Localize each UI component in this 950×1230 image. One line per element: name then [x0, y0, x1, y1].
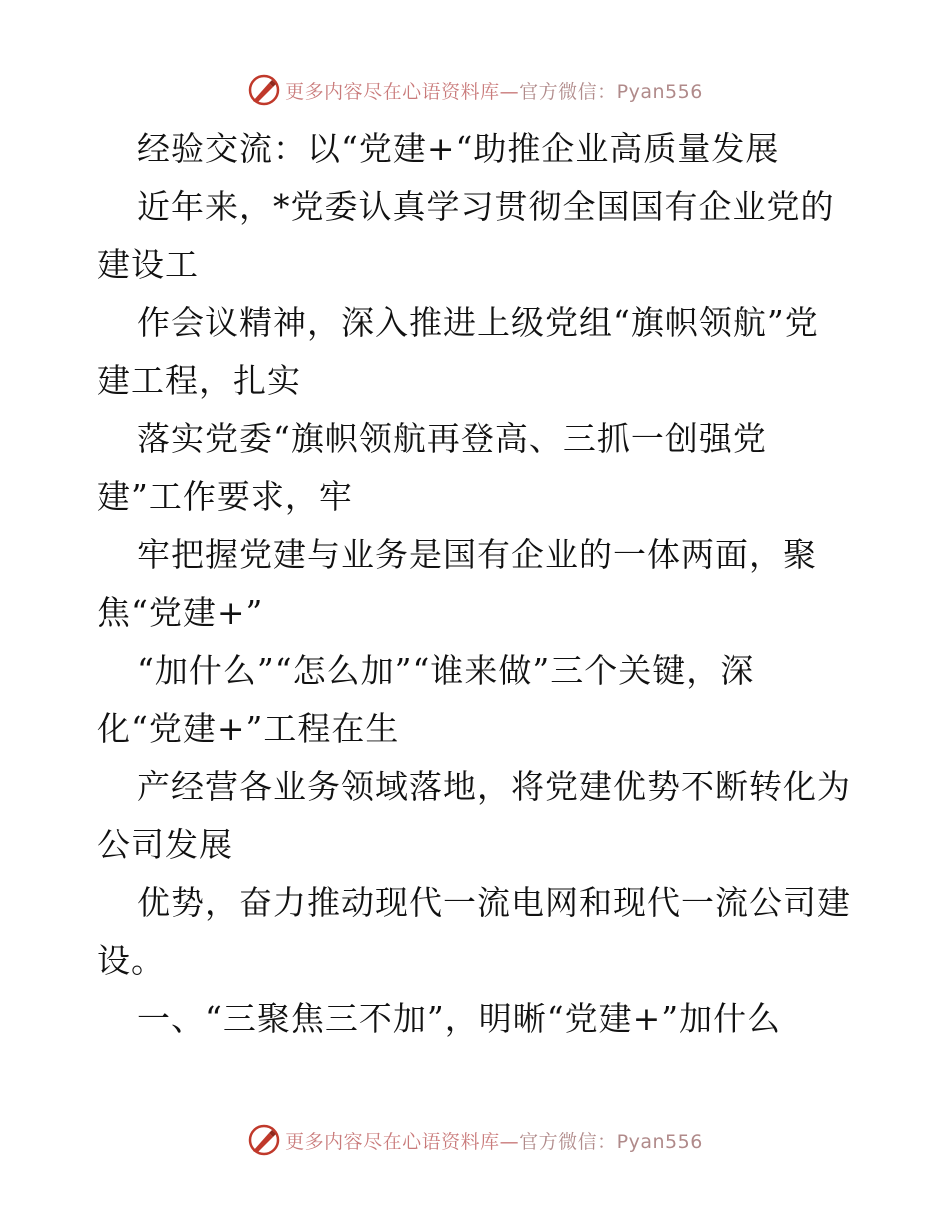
paragraph-line: “加什么”“怎么加”“谁来做”三个关键，深: [137, 651, 755, 690]
paragraph-line: 建”工作要求，牢: [97, 477, 353, 516]
paragraph-line: 焦“党建+”: [97, 593, 264, 632]
page-footer-banner: [0, 1120, 950, 1160]
section-heading: 一、“三聚焦三不加”，明晰“党建+”加什么: [137, 999, 782, 1038]
paragraph-line: 建工程，扎实: [97, 361, 301, 400]
paragraph-line: 作会议精神，深入推进上级党组“旗帜领航”党: [137, 303, 819, 342]
paragraph-line: 产经营各业务领域落地，将党建优势不断转化为: [137, 767, 851, 806]
paragraph-line: 化“党建+”工程在生: [97, 709, 400, 748]
footer-banner-text: 更多内容尽在心语资料库—官方微信：Pyan556: [285, 1130, 703, 1153]
page-header-banner: [0, 70, 950, 110]
header-banner-text: 更多内容尽在心语资料库—官方微信：Pyan556: [285, 80, 703, 103]
paragraph-line: 公司发展: [97, 825, 233, 864]
paragraph-line: 落实党委“旗帜领航再登高、三抓一创强党: [137, 419, 767, 458]
pen-logo-icon: [247, 1123, 281, 1157]
paragraph-line: 建设工: [97, 245, 199, 284]
paragraph-line: 设。: [97, 941, 165, 980]
paragraph-line: 近年来，*党委认真学习贯彻全国国有企业党的: [137, 187, 835, 226]
document-title: 经验交流：以“党建+“助推企业高质量发展: [137, 129, 780, 168]
pen-logo-icon: [247, 73, 281, 107]
paragraph-line: 优势，奋力推动现代一流电网和现代一流公司建: [137, 883, 851, 922]
document-body: [97, 120, 857, 1048]
paragraph-line: 牢把握党建与业务是国有企业的一体两面，聚: [137, 535, 817, 574]
